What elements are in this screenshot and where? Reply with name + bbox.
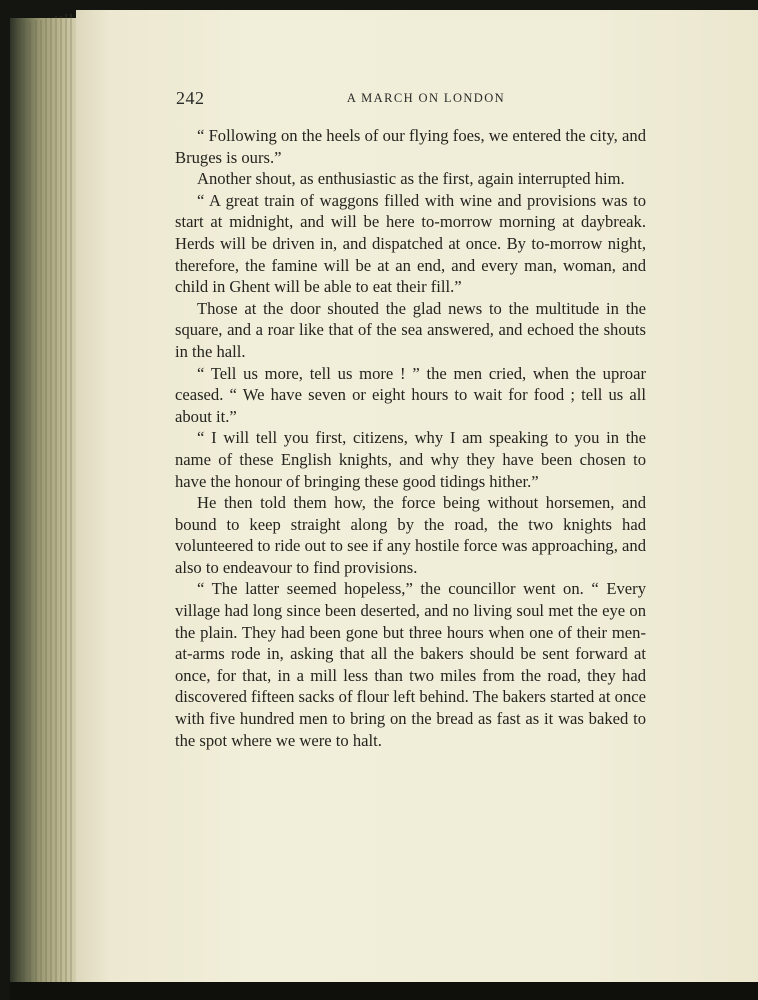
paragraph: Those at the door shouted the glad news to the multitude in the square, and a roar like that of the sea answered, and echoed the shouts in the hall. — [175, 298, 646, 361]
paragraph: “ Tell us more, tell us more ! ” the men cried, when the uproar ceased. “ We have seven or eight hours to wait for food ; tell us all about it.” — [175, 363, 646, 426]
paragraph: He then told them how, the force being without horsemen, and bound to keep straight along by the road, the two knights had volunteered to ride out to see if any hostile force was approaching, and also to endeavour to find provisions. — [175, 493, 646, 577]
body-text — [175, 125, 646, 751]
paragraph: Another shout, as enthusiastic as the first, again interrupted him. — [197, 169, 625, 189]
page-block-edge — [10, 18, 78, 990]
bottom-shadow — [10, 982, 758, 1000]
paragraph: “ Following on the heels of our flying foes, we entered the city, and Bruges is ours.” — [175, 126, 646, 167]
paragraph: “ I will tell you first, citizens, why I am speaking to you in the name of these English knights, and why they have been chosen to have the honour of bringing these good tidings hither.” — [175, 428, 646, 491]
running-head: A MARCH ON LONDON — [346, 91, 506, 105]
page-header — [176, 88, 646, 112]
paragraph: “ A great train of waggons filled with wine and provisions was to start at midnight, and will be here to-morrow morning at daybreak. Herds will be driven in, and dispatched at once. By to-morrow night, therefore, the famine will be at an end, and every man, woman, and child in Ghent will be able to eat their fill.” — [175, 190, 646, 297]
paragraph: “ The latter seemed hopeless,” the councillor went on. “ Every village had long since been deserted, and no living soul met the eye on the plain. They had been gone but three hours when one of their men-at-arms rode in, asking that all the bakers should be sent forward at once, for that, in a mill less than two miles from the road, they had discovered fifteen sacks of flour left behind. The bakers started at once with five hundred men to bring on the bread as fast as it was baked to the spot where we were to halt. — [175, 579, 646, 750]
page-number: 242 — [176, 88, 205, 108]
